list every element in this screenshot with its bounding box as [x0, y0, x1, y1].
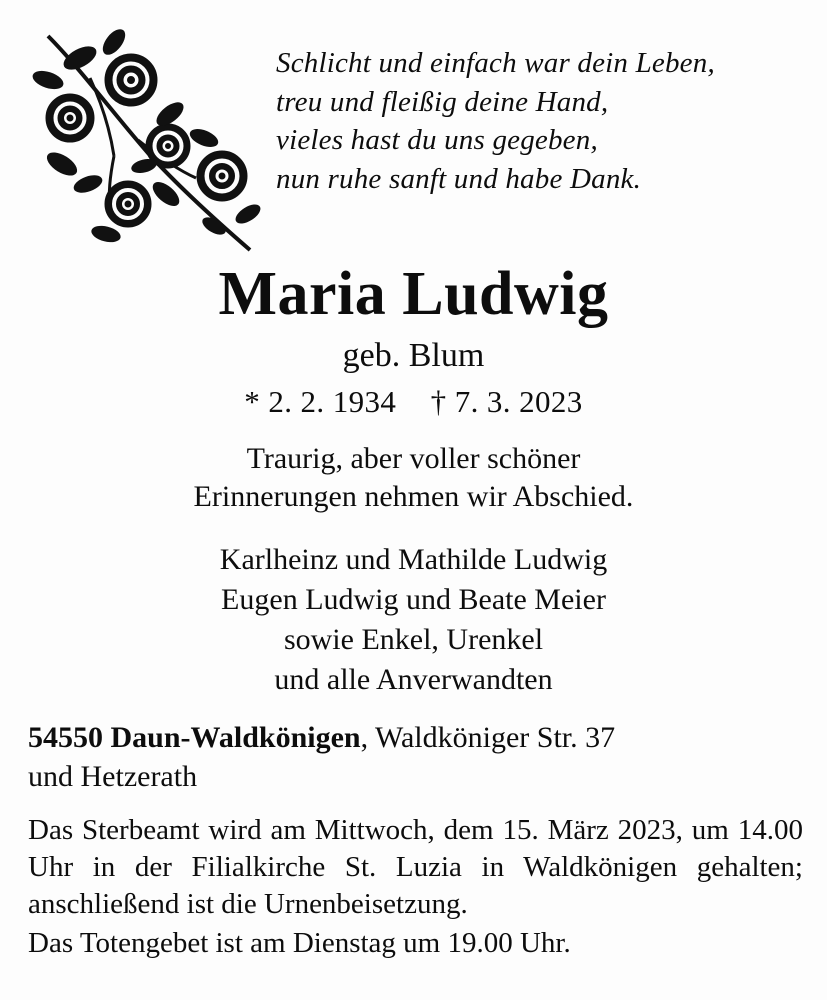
deceased-name-block	[0, 262, 827, 420]
survivor-line: und alle Anverwandten	[274, 662, 553, 696]
funeral-service-info: Das Sterbeamt wird am Mittwoch, dem 15. März 2023, um 14.00 Uhr in der Filialkirche St. Luzia in Waldkönigen gehalten; anschließend ist die Urnenbeisetzung.	[28, 814, 803, 921]
verse-line: treu und fleißig deine Hand,	[276, 85, 609, 118]
address-block	[28, 718, 808, 796]
verse-line: nun ruhe sanft und habe Dank.	[276, 162, 642, 195]
message-line: Erinnerungen nehmen wir Abschied.	[193, 480, 634, 514]
mourning-message	[0, 440, 827, 516]
survivor-line: sowie Enkel, Urenkel	[283, 622, 544, 656]
death-date: † 7. 3. 2023	[430, 383, 583, 419]
rose-branch-icon	[18, 18, 268, 258]
maiden-name: geb. Blum	[342, 337, 485, 375]
life-dates	[0, 384, 827, 420]
memorial-verse	[276, 44, 806, 198]
birth-date: * 2. 2. 1934	[244, 383, 397, 419]
deceased-name: Maria Ludwig	[218, 260, 609, 328]
survivors-list	[0, 540, 827, 700]
verse-line: vieles hast du uns gegeben,	[276, 124, 598, 157]
survivor-line: Karlheinz und Mathilde Ludwig	[219, 543, 608, 576]
verse-line: Schlicht und einfach war dein Leben,	[276, 47, 715, 79]
survivor-line: Eugen Ludwig und Beate Meier	[221, 582, 606, 616]
address-second-line: und Hetzerath	[28, 760, 198, 793]
message-line: Traurig, aber voller schöner	[246, 442, 581, 475]
prayer-service-info: Das Totengebet ist am Dienstag um 19.00 Uhr.	[28, 927, 571, 959]
address-primary-line	[28, 718, 808, 757]
address-street: , Waldköniger Str. 37	[360, 721, 616, 754]
address-city: 54550 Daun-Waldkönigen	[28, 721, 361, 754]
